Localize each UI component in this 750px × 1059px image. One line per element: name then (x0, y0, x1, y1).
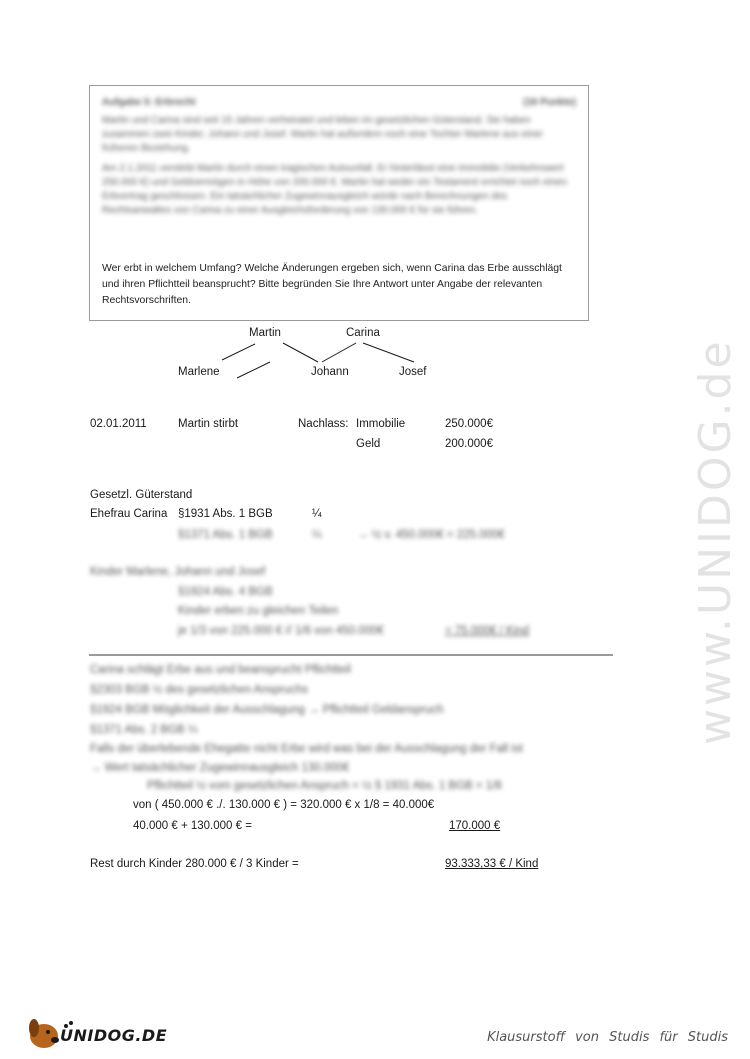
renounce-line: → Wert tatsächlicher Zugewinnausgleich 130.000€ (90, 762, 350, 774)
renounce-line: §1924 BGB Möglichkeit der Ausschlagung → Pflichtteil Geldanspruch (90, 704, 444, 716)
watermark: www.UNIDOG.de (690, 338, 741, 745)
renounce-line: §1371 Abs. 2 BGB ¼ (90, 724, 198, 736)
footer-tagline: Klausurstoff von Studis für Studis (487, 1030, 728, 1045)
death-date: 02.01.2011 (90, 418, 147, 430)
task-points: (16 Punkte) (523, 97, 576, 108)
task-paragraph: Martin und Carina sind seit 15 Jahren verheiratet und leben im gesetzlichen Güterstand. Sie haben zusammen zwei Kinder, Johann und Josef. Martin hat außerdem noch eine Tochter Marlene aus einer früheren Beziehung. (102, 115, 543, 154)
family-father: Martin (249, 327, 281, 339)
children-law: §1924 Abs. 4 BGB (178, 586, 273, 598)
spouse-share: ¼ (312, 529, 322, 541)
renounce-calculation: 40.000 € + 130.000 € = (133, 820, 252, 832)
task-heading: Aufgabe 5: Erbrecht (102, 97, 196, 108)
family-tree-lines (0, 0, 750, 400)
property-regime: Gesetzl. Güterstand (90, 489, 193, 501)
renounce-line: Falls der überlebende Ehegatte nicht Erbe wird was bei der Ausschlagung der Fall ist (90, 743, 523, 755)
children-result: = 75.000€ / Kind (445, 625, 530, 637)
estate-label: Nachlass: (298, 418, 349, 430)
divider (89, 654, 613, 656)
children-title: Kinder Marlene, Johann und Josef (90, 566, 266, 578)
children-calculation: je 1/3 von 225.000 € // 1/6 von 450.000€ (178, 625, 384, 637)
renounce-line: Pflichtteil ½ vom gesetzlichen Anspruch = ½ § 1931 Abs. 1 BGB = 1/8 (147, 780, 502, 792)
spouse-law: §1371 Abs. 1 BGB (178, 529, 273, 541)
children-note: Kinder erben zu gleichen Teilen (178, 605, 339, 617)
task-paragraph: Am 2.1.2011 verstirbt Martin durch einen tragischen Autounfall. Er hinterlässt eine Immobilie (Verkehrswert 250.000 €) und Geldvermögen in Höhe von 200.000 €. Martin hat weder ein Testament errichtet noch einen Erbvertrag geschlossen. Ein tatsächlicher Zugewinnausgleich würde nach Berechnungen des Rechtsanwaltes von Carina zu einer Ausgleichsforderung von 130.000 € für sie führen. (102, 163, 567, 216)
task-question: Wer erbt in welchem Umfang? Welche Änderungen ergeben sich, wenn Carina das Erbe ausschlägt und ihren Pflichtteil beansprucht? Bitte begründen Sie Ihre Antwort unter Angabe der relevanten Rechtsvorschriften. (102, 263, 562, 306)
death-event: Martin stirbt (178, 418, 239, 430)
rest-result: 93.333,33 € / Kind (445, 858, 539, 870)
family-child: Josef (399, 366, 427, 378)
spouse-label: Ehefrau Carina (90, 508, 168, 520)
rest-calculation: Rest durch Kinder 280.000 € / 3 Kinder = (90, 858, 299, 870)
spouse-share: ¼ (312, 508, 322, 520)
spouse-law: §1931 Abs. 1 BGB (178, 508, 273, 520)
family-child: Johann (311, 366, 349, 378)
family-child: Marlene (178, 366, 220, 378)
logo-text[interactable]: UNIDOG.DE (60, 1026, 168, 1045)
estate-item: Geld (356, 438, 381, 450)
renounce-calculation: von ( 450.000 € ./. 130.000 € ) = 320.000 € x 1/8 = 40.000€ (133, 799, 435, 811)
family-mother: Carina (346, 327, 380, 339)
estate-value: 200.000€ (445, 438, 493, 450)
estate-item: Immobilie (356, 418, 406, 430)
spouse-calculation: → ½ v. 450.000€ = 225.000€ (357, 529, 505, 541)
estate-value: 250.000€ (445, 418, 493, 430)
renounce-result: 170.000 € (449, 820, 501, 832)
renounce-line: §2303 BGB ½ des gesetzlichen Anspruchs (90, 684, 309, 696)
renounce-line: Carina schlägt Erbe aus und beansprucht Pflichtteil (90, 664, 351, 676)
